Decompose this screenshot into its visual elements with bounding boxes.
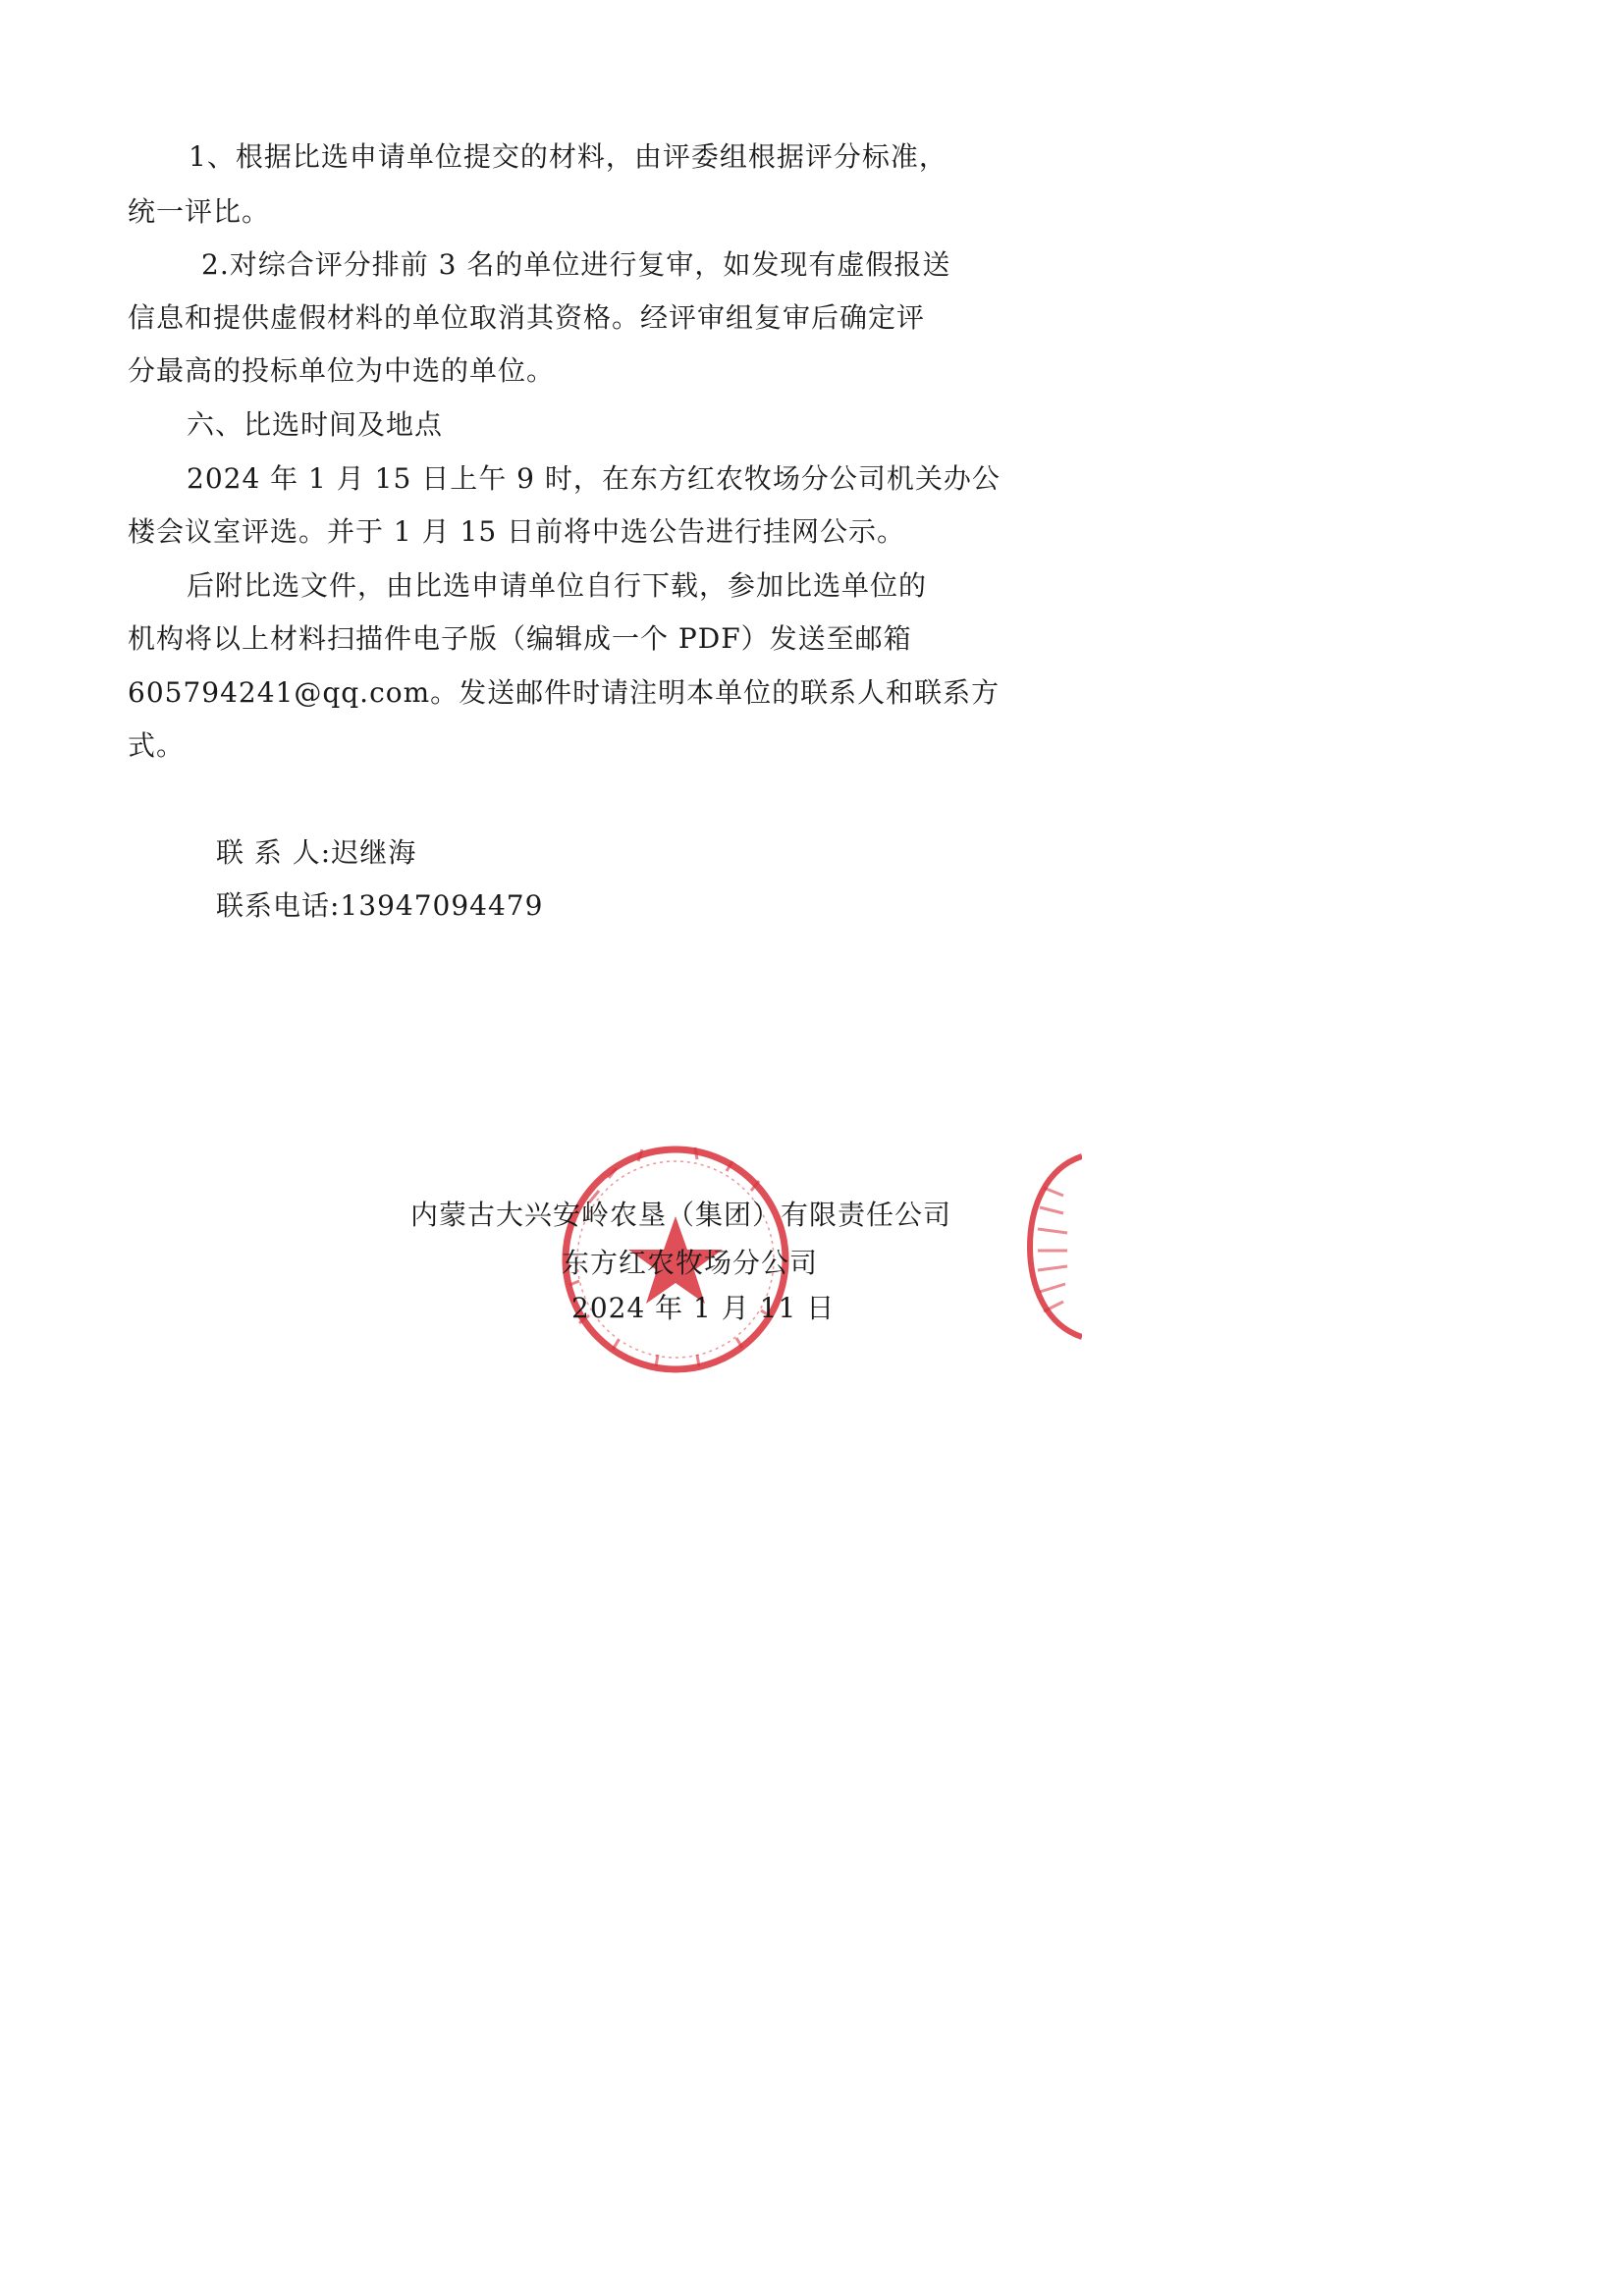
paragraph-4-line-3: 605794241@qq.com。发送邮件时请注明本单位的联系人和联系方 [128,676,1001,709]
signature-date: 2024 年 1 月 11 日 [571,1292,836,1324]
signature-company-line-2: 东方红农牧场分公司 [562,1247,819,1279]
paragraph-3-line-2: 楼会议室评选。并于 1 月 15 日前将中选公告进行挂网公示。 [128,515,906,548]
paragraph-4-line-4: 式。 [128,729,186,762]
paragraph-4-line-1: 后附比选文件，由比选申请单位自行下载，参加比选单位的 [187,569,928,602]
contact-phone: 联系电话:13947094479 [216,889,544,922]
paragraph-3-line-1: 2024 年 1 月 15 日上午 9 时，在东方红农牧场分公司机关办公 [187,462,1001,495]
paragraph-4-line-2: 机构将以上材料扫描件电子版（编辑成一个 PDF）发送至邮箱 [128,622,912,655]
paragraph-1-line-1: 1、根据比选申请单位提交的材料，由评委组根据评分标准， [189,140,947,173]
signature-company-line-1: 内蒙古大兴安岭农垦（集团）有限责任公司 [410,1199,952,1231]
paragraph-1-line-2: 统一评比。 [128,195,271,228]
paging-seal-partial [1024,1148,1082,1345]
paragraph-2-line-3: 分最高的投标单位为中选的单位。 [128,354,556,387]
contact-person: 联 系 人:迟继海 [216,836,417,869]
paragraph-2-line-2: 信息和提供虚假材料的单位取消其资格。经评审组复审后确定评 [128,301,926,334]
document-page [0,0,1082,1539]
paragraph-2-line-1: 2.对综合评分排前 3 名的单位进行复审，如发现有虚假报送 [201,248,951,281]
section-heading: 六、比选时间及地点 [187,408,444,441]
